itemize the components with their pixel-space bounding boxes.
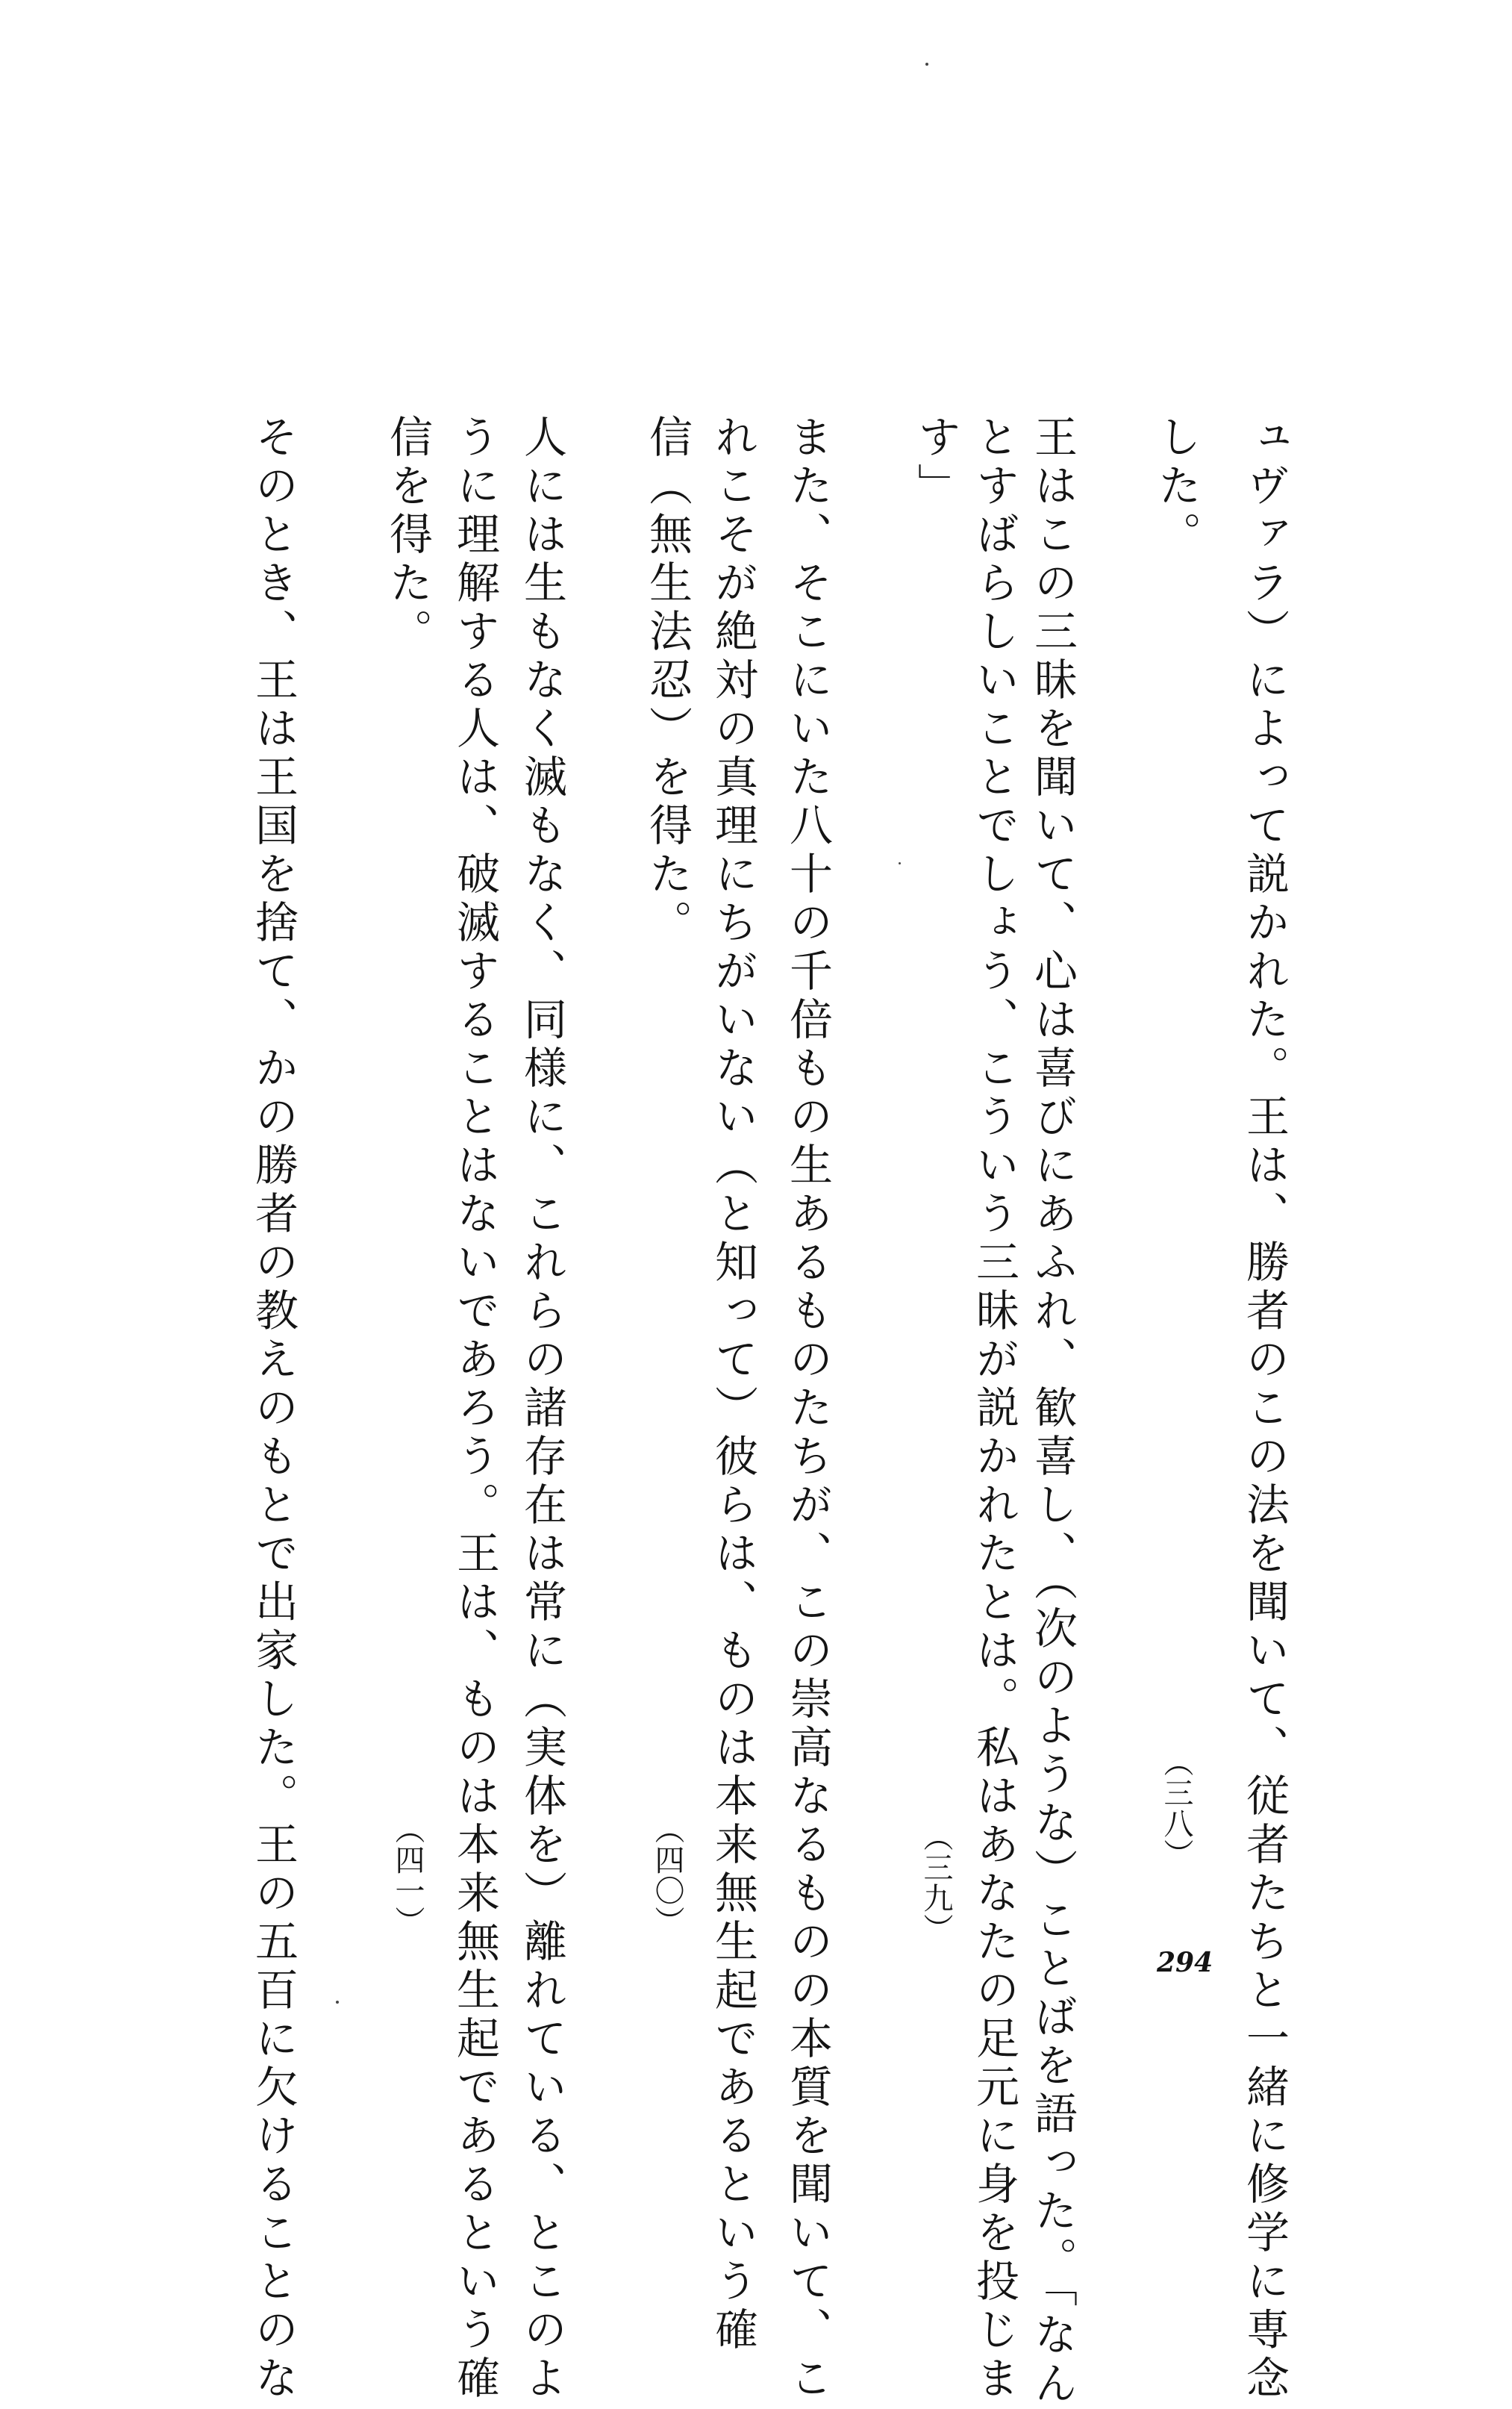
text-column-9: 人には生もなく滅もなく、同様に、これらの諸存在は常に（実体を）離れている、とこのよ [516,414,567,2404]
text-column-8: 信（無生法忍）を得た。 [642,414,693,948]
text-column-10: うに理解する人は、破滅することはないであろう。王は、ものは本来無生起であるという確 [449,414,500,2404]
verse-number-41: （四一） [390,1814,425,1936]
text-column-4: とすばらしいことでしょう、こういう三昧が説かれたとは。私はあなたの足元に身を投じま [969,414,1019,2404]
scan-speck [925,63,928,66]
text-column-11: 信を得た。 [382,414,433,657]
verse-number-40: （四〇） [650,1814,684,1936]
verse-number-38: （三八） [1159,1747,1193,1869]
scan-speck [336,2001,339,2004]
scan-speck [899,862,901,864]
text-column-7: れこそが絶対の真理にちがいない（と知って）彼らは、ものは本来無生起であるという確 [707,414,758,2355]
page-number: 294 [1157,1947,1213,1978]
text-column-12: そのとき、王は王国を捨て、かの勝者の教えのもとで出家した。王の五百に欠けることのな [248,414,299,2404]
text-column-3: 王はこの三昧を聞いて、心は喜びにあふれ、歓喜し、（次のような）ことばを語った。「なん [1027,414,1078,2409]
text-column-1: ュヴァラ）によって説かれた。王は、勝者のこの法を聞いて、従者たちと一緒に修学に専念 [1239,414,1290,2404]
text-column-2: した。 [1151,414,1202,560]
text-column-5: す」 [910,414,961,511]
verse-number-39: （三九） [919,1821,953,1944]
text-column-6: また、そこにいた八十の千倍もの生あるものたちが、この崇高なるものの本質を聞いて、こ [782,414,833,2404]
